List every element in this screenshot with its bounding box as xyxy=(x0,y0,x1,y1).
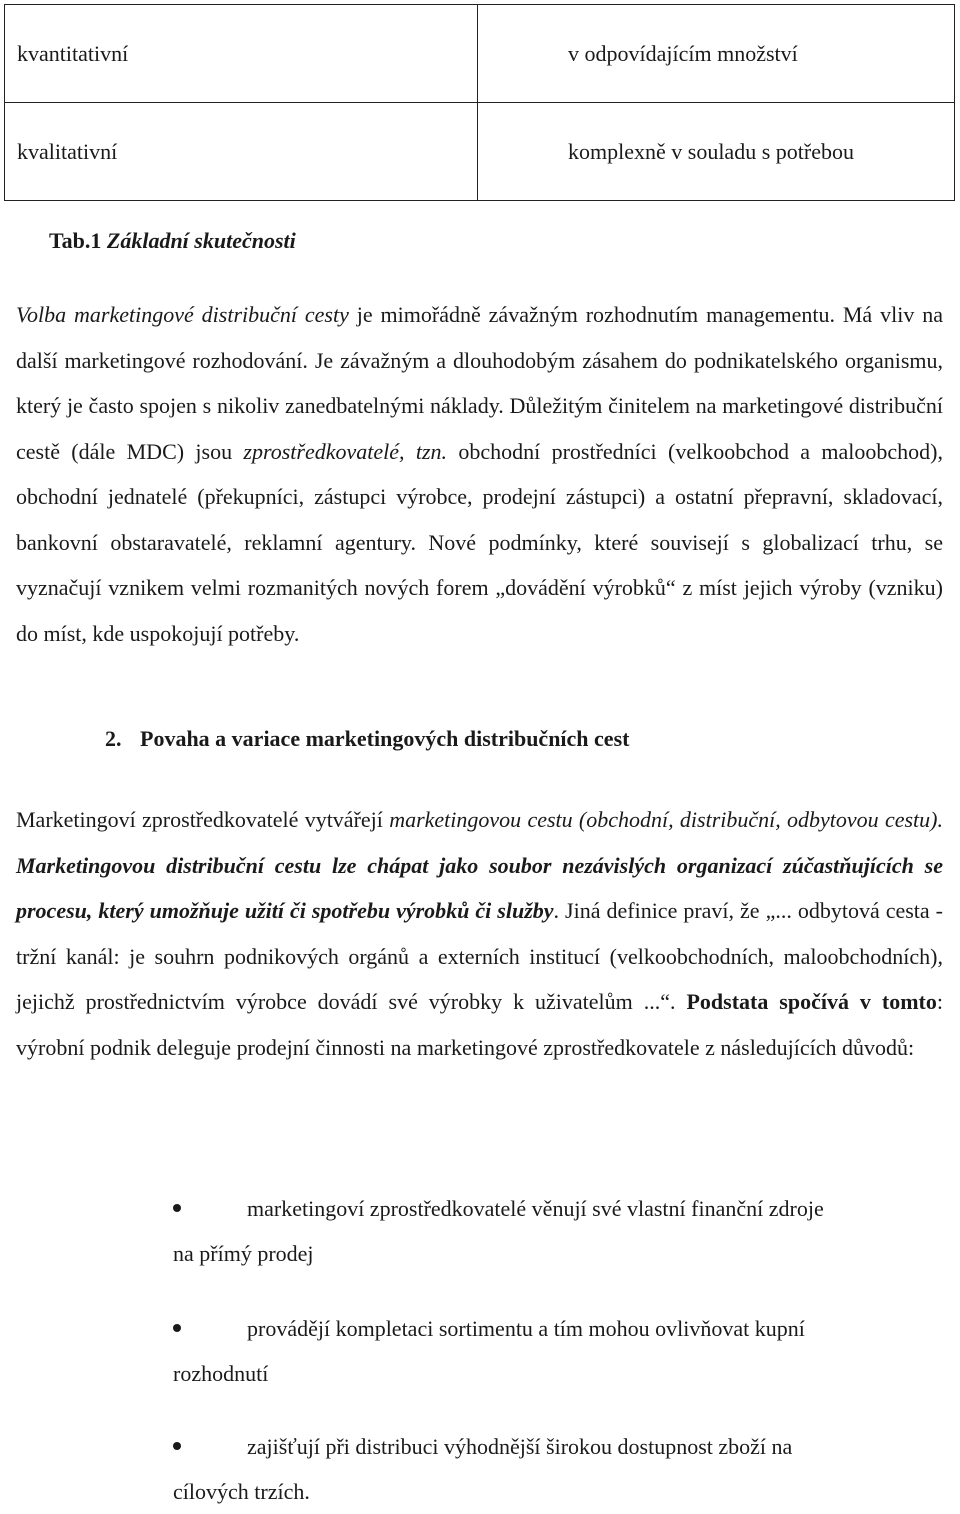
table-cell: komplexně v souladu s potřebou xyxy=(478,103,955,201)
text-run: : výrobní podnik deleguje prodejní činnosti na marketingové zprostředkovatele z následujících důvodů: xyxy=(16,989,943,1060)
list-item xyxy=(173,1306,943,1396)
list-item-text-continued: cílových trzích. xyxy=(173,1479,310,1504)
bullet-icon xyxy=(173,1442,181,1450)
list-item xyxy=(173,1186,943,1276)
table-row xyxy=(5,5,955,103)
paragraph-distribution-choice xyxy=(16,292,943,656)
text-bold-italic: Marketingovou distribuční cestu lze chápat jako soubor nezávislých organizací zúčastňujících se procesu, který umožňuje užití či spotřebu výrobků či služby xyxy=(16,852,943,923)
table-caption xyxy=(49,228,296,254)
table-cell: v odpovídajícím množství xyxy=(478,5,955,103)
section-number: 2. xyxy=(105,726,122,751)
text-bold: Podstata spočívá v tomto xyxy=(686,989,937,1014)
caption-title: Základní skutečnosti xyxy=(106,228,296,253)
section-title: Povaha a variace marketingových distribučních cest xyxy=(140,726,630,751)
bullet-icon xyxy=(173,1204,181,1212)
list-item xyxy=(173,1424,943,1514)
text-italic: marketingovou cestu (obchodní, distribuční, odbytovou cestu). xyxy=(389,807,943,832)
text-italic: Volba marketingové distribuční cesty xyxy=(16,302,349,327)
caption-number: Tab.1 xyxy=(49,228,102,253)
bullet-icon xyxy=(173,1324,181,1332)
text-italic: zprostředkovatelé, tzn. xyxy=(243,438,448,464)
text-run: Marketingoví zprostředkovatelé vytvářejí xyxy=(16,807,390,832)
list-item-text-continued: rozhodnutí xyxy=(173,1361,269,1386)
list-item-text-continued: na přímý prodej xyxy=(173,1241,314,1266)
paragraph-marketing-channel xyxy=(16,797,943,1070)
facts-table xyxy=(4,4,955,201)
list-item-text: zajišťují při distribuci výhodnější širokou dostupnost zboží na xyxy=(247,1434,793,1459)
text-run: . Jiná definice praví, že „... odbytová cesta - tržní kanál: je souhrn podnikových orgánů a externích institucí (velkoobchodních, maloobchodních), jejichž prostřednictvím výrobce dovádí své výrobky k uživatelům ...“. xyxy=(16,898,943,1014)
section-heading xyxy=(105,726,629,752)
list-item-text: marketingoví zprostředkovatelé věnují své vlastní finanční zdroje xyxy=(247,1196,824,1221)
list-item-text: provádějí kompletaci sortimentu a tím mohou ovlivňovat kupní xyxy=(247,1316,805,1341)
text-run: obchodní prostředníci (velkoobchod a maloobchod), obchodní jednatelé (překupníci, zástupci výrobce, prodejní zástupci) a ostatní přepravní, skladovací, bankovní obstaravatelé, reklamní agentury. Nové podmínky, které souvisejí s globalizací trhu, se vyznačují vznikem velmi rozmanitých nových forem „dovádění výrobků“ z míst jejich výroby (vzniku) do míst, kde uspokojují potřeby. xyxy=(16,438,943,646)
table-cell: kvantitativní xyxy=(5,5,478,103)
table-cell: kvalitativní xyxy=(5,103,478,201)
table-row xyxy=(5,103,955,201)
text-run: je mimořádně závažným rozhodnutím managementu. Má vliv na další marketingové rozhodování. Je závažným a dlouhodobým zásahem do podnikatelského organismu, který je často spojen s nikoliv zanedbatelnými náklady. Důležitým činitelem na marketingové distribuční cestě (dále MDC) jsou xyxy=(16,302,943,464)
